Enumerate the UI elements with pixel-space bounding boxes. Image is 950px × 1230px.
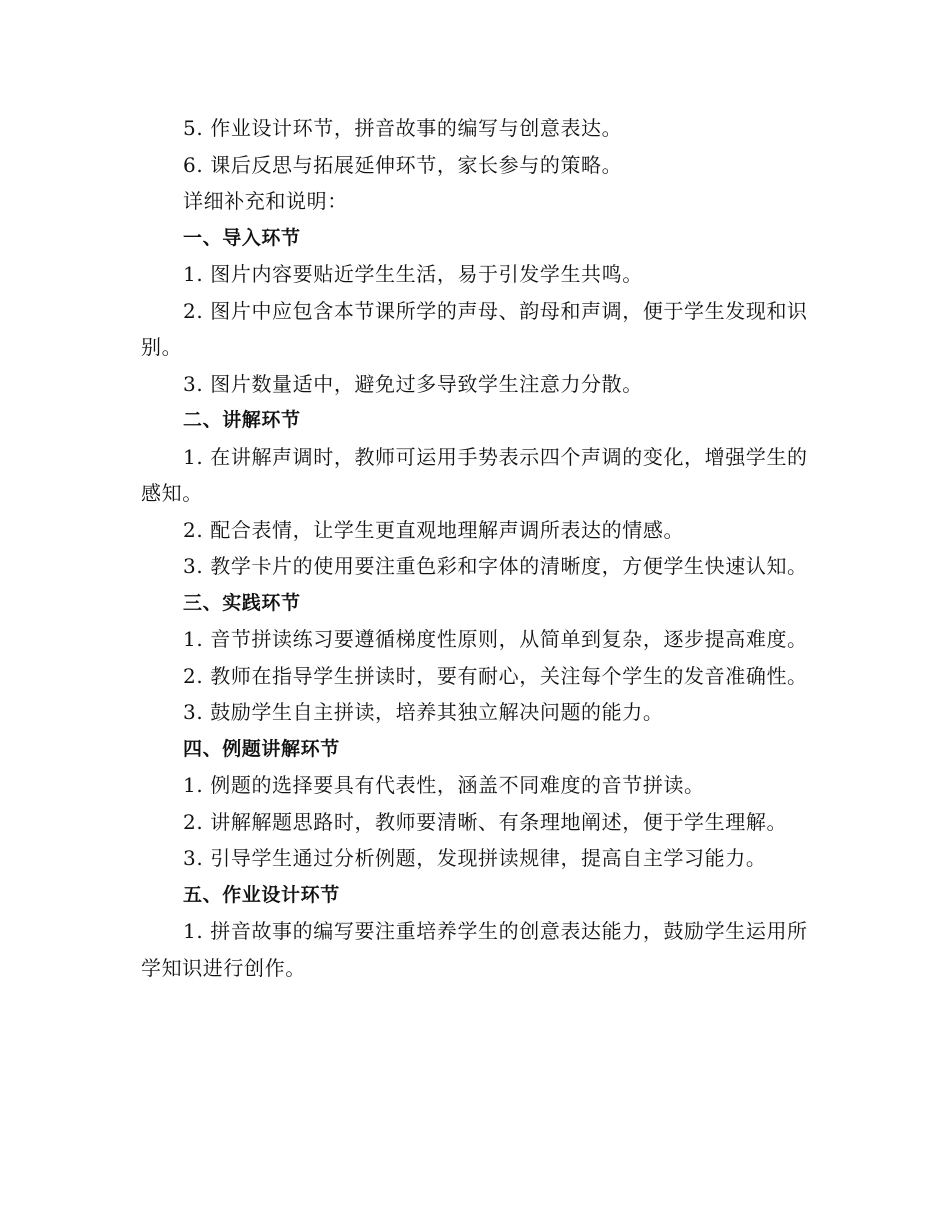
- list-item: 2. 讲解解题思路时，教师要清晰、有条理地阐述，便于学生理解。: [183, 809, 788, 834]
- list-item: 3. 教学卡片的使用要注重色彩和字体的清晰度，方便学生快速认知。: [183, 554, 808, 578]
- list-item: 5. 作业设计环节，拼音故事的编写与创意表达。: [183, 116, 623, 140]
- document-page: [141, 110, 811, 986]
- list-item: 2. 图片中应包含本节课所学的声母、韵母和声调，便于学生发现和识别。: [141, 298, 808, 359]
- list-item: 6. 课后反思与拓展延伸环节，家长参与的策略。: [183, 152, 623, 177]
- list-item: 2. 配合表情，让学生更直观地理解声调所表达的情感。: [183, 517, 685, 542]
- intro-text: 详细补充和说明：: [183, 189, 348, 213]
- section-heading: 四、例题讲解环节: [183, 737, 340, 760]
- list-item: 3. 鼓励学生自主拼读，培养其独立解决问题的能力。: [183, 700, 664, 724]
- list-item: 1. 拼音故事的编写要注重培养学生的创意表达能力，鼓励学生运用所学知识进行创作。: [141, 919, 808, 980]
- list-item: 3. 图片数量适中，避免过多导致学生注意力分散。: [183, 371, 643, 396]
- list-item: 3. 引导学生通过分析例题，发现拼读规律，提高自主学习能力。: [183, 846, 767, 870]
- list-item: 1. 在讲解声调时，教师可运用手势表示四个声调的变化，增强学生的感知。: [141, 444, 808, 505]
- list-item: 1. 例题的选择要具有代表性，涵盖不同难度的音节拼读。: [183, 773, 705, 797]
- section-heading: 三、实践环节: [183, 591, 301, 614]
- section-heading: 五、作业设计环节: [183, 883, 340, 906]
- section-heading: 二、讲解环节: [183, 409, 301, 431]
- section-heading: 一、导入环节: [183, 226, 301, 249]
- list-item: 2. 教师在指导学生拼读时，要有耐心，关注每个学生的发音准确性。: [183, 663, 808, 688]
- list-item: 1. 音节拼读练习要遵循梯度性原则，从简单到复杂，逐步提高难度。: [183, 627, 808, 651]
- list-item: 1. 图片内容要贴近学生生活，易于引发学生共鸣。: [183, 262, 643, 286]
